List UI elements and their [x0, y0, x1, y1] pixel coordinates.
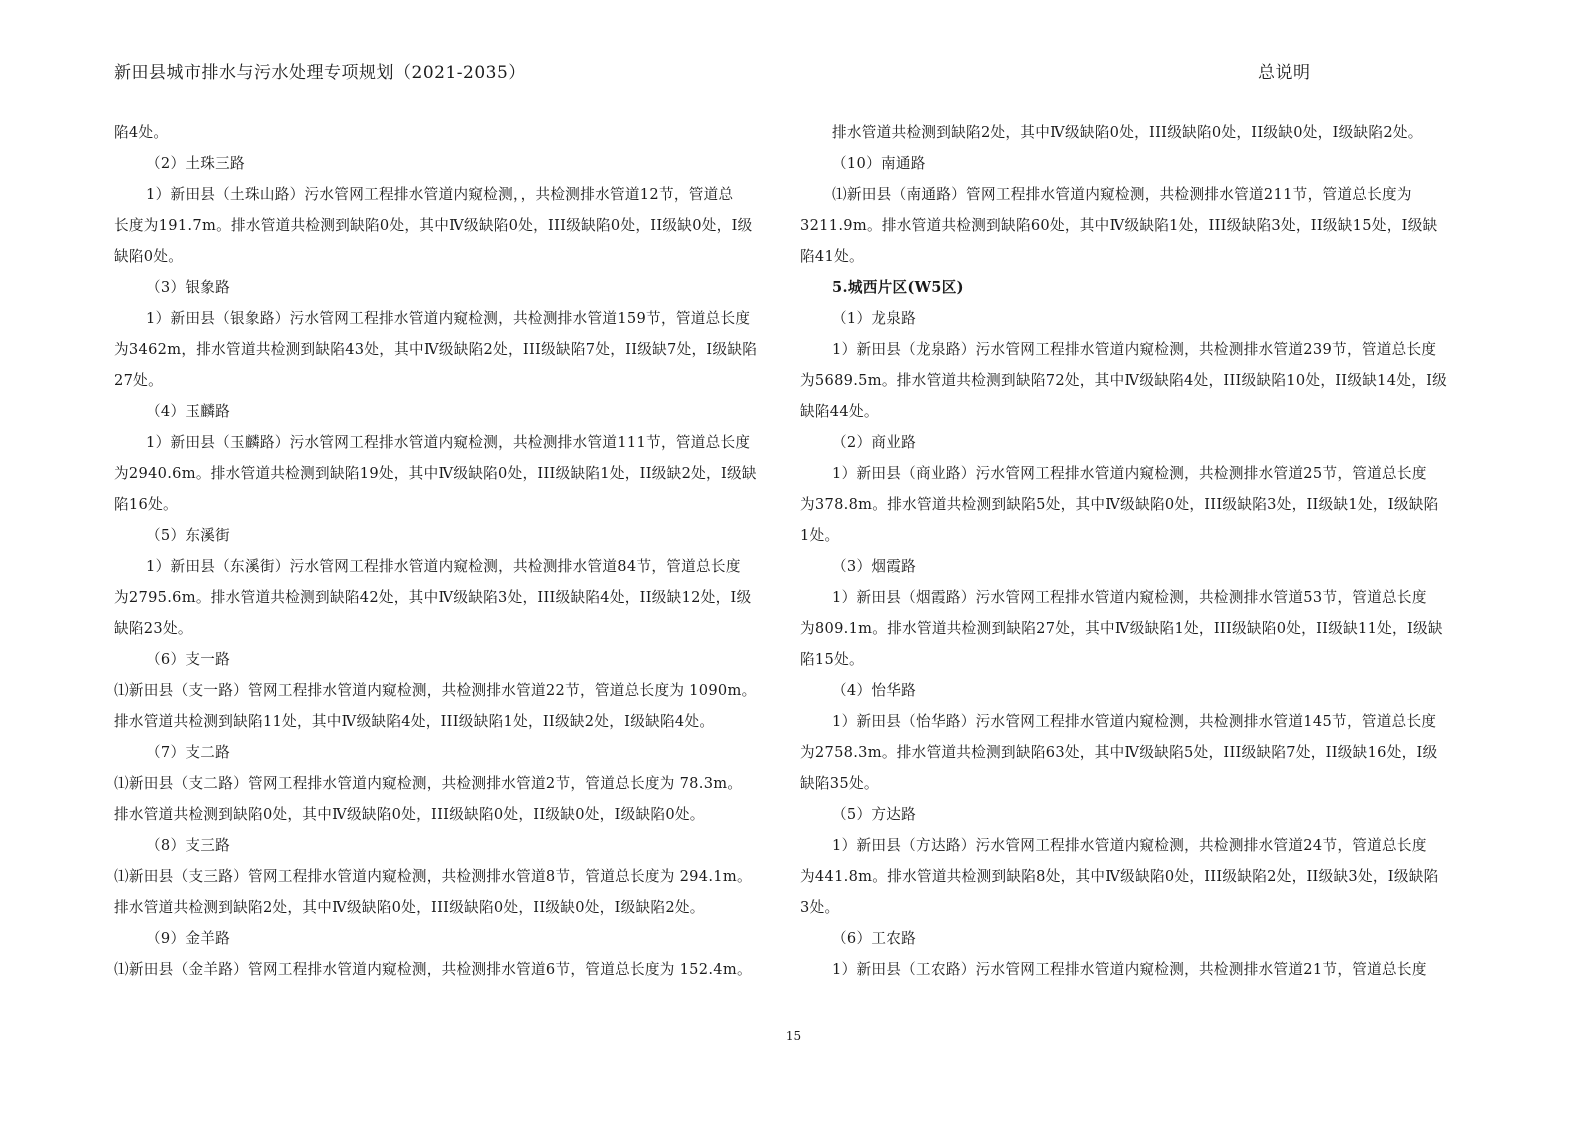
text-line: 为441.8m。排水管道共检测到缺陷8处，其中Ⅳ级缺陷0处，III级缺陷2处，II级缺3处，Ⅰ级缺陷	[800, 868, 1439, 885]
text-line: 缺陷35处。	[800, 775, 879, 792]
text-line: 为5689.5m。排水管道共检测到缺陷72处，其中Ⅳ级缺陷4处，III级缺陷10处，II级缺14处，Ⅰ级	[800, 372, 1448, 389]
subsection-heading: （6）工农路	[832, 930, 917, 947]
subsection-heading: （7）支二路	[146, 744, 231, 761]
text-line: 1处。	[800, 527, 840, 544]
text-line: 陷16处。	[114, 496, 178, 513]
text-line: 为2940.6m。排水管道共检测到缺陷19处，其中Ⅳ级缺陷0处，III级缺陷1处，II级缺2处，Ⅰ级缺	[114, 465, 757, 482]
text-line: ⑴新田县（南通路）管网工程排水管道内窥检测，共检测排水管道211节，管道总长度为	[832, 186, 1412, 203]
text-line: 1）新田县（怡华路）污水管网工程排水管道内窥检测，共检测排水管道145节，管道总长度	[832, 713, 1437, 730]
text-line: 1）新田县（玉麟路）污水管网工程排水管道内窥检测，共检测排水管道111节，管道总长度	[146, 434, 751, 451]
text-line: 排水管道共检测到缺陷11处，其中Ⅳ级缺陷4处，III级缺陷1处，II级缺2处，Ⅰ级缺陷4处。	[114, 713, 715, 730]
text-line: ⑴新田县（支三路）管网工程排水管道内窥检测，共检测排水管道8节，管道总长度为 294.1m。	[114, 868, 752, 885]
subsection-heading: （9）金羊路	[146, 930, 231, 947]
text-line: 1）新田县（方达路）污水管网工程排水管道内窥检测，共检测排水管道24节，管道总长度	[832, 837, 1427, 854]
subsection-heading: （10）南通路	[832, 155, 926, 172]
text-line: 排水管道共检测到缺陷2处，其中Ⅳ级缺陷0处，III级缺陷0处，II级缺0处，Ⅰ级缺陷2处。	[114, 899, 705, 916]
section-heading: 5.城西片区(W5区)	[832, 279, 964, 296]
text-line: 排水管道共检测到缺陷0处，其中Ⅳ级缺陷0处，III级缺陷0处，II级缺0处，Ⅰ级缺陷0处。	[114, 806, 705, 823]
document-title: 新田县城市排水与污水处理专项规划（2021-2035）	[114, 63, 526, 83]
right-column	[800, 117, 1466, 985]
text-line: 陷41处。	[800, 248, 864, 265]
subsection-heading: （5）东溪街	[146, 527, 231, 544]
text-line: ⑴新田县（金羊路）管网工程排水管道内窥检测，共检测排水管道6节，管道总长度为 152.4m。	[114, 961, 752, 978]
text-line: 1）新田县（烟霞路）污水管网工程排水管道内窥检测，共检测排水管道53节，管道总长度	[832, 589, 1427, 606]
subsection-heading: （1）龙泉路	[832, 310, 917, 327]
section-title: 总说明	[1258, 63, 1311, 83]
text-line: 陷15处。	[800, 651, 864, 668]
text-line: 3211.9m。排水管道共检测到缺陷60处，其中Ⅳ级缺陷1处，III级缺陷3处，II级缺15处，Ⅰ级缺	[800, 217, 1438, 234]
text-line: ⑴新田县（支二路）管网工程排水管道内窥检测，共检测排水管道2节，管道总长度为 78.3m。	[114, 775, 743, 792]
subsection-heading: （3）烟霞路	[832, 558, 917, 575]
text-line: 为378.8m。排水管道共检测到缺陷5处，其中Ⅳ级缺陷0处，III级缺陷3处，II级缺1处，Ⅰ级缺陷	[800, 496, 1439, 513]
subsection-heading: （2）土珠三路	[146, 155, 245, 172]
text-line: 缺陷23处。	[114, 620, 193, 637]
subsection-heading: （8）支三路	[146, 837, 231, 854]
subsection-heading: （3）银象路	[146, 279, 231, 296]
left-column	[114, 117, 780, 985]
page-number: 15	[785, 1029, 802, 1043]
text-line: ⑴新田县（支一路）管网工程排水管道内窥检测，共检测排水管道22节，管道总长度为 1090m。	[114, 682, 757, 699]
text-line: 1）新田县（银象路）污水管网工程排水管道内窥检测，共检测排水管道159节，管道总长度	[146, 310, 751, 327]
text-line: 为809.1m。排水管道共检测到缺陷27处，其中Ⅳ级缺陷1处，III级缺陷0处，II级缺11处，Ⅰ级缺	[800, 620, 1443, 637]
subsection-heading: （5）方达路	[832, 806, 917, 823]
text-line: 1）新田县（东溪街）污水管网工程排水管道内窥检测，共检测排水管道84节，管道总长度	[146, 558, 741, 575]
text-line: 陷4处。	[114, 124, 169, 141]
text-line: 1）新田县（龙泉路）污水管网工程排水管道内窥检测，共检测排水管道239节，管道总长度	[832, 341, 1437, 358]
text-line: 缺陷44处。	[800, 403, 879, 420]
text-line: 长度为191.7m。排水管道共检测到缺陷0处，其中Ⅳ级缺陷0处，III级缺陷0处，II级缺0处，Ⅰ级	[114, 217, 753, 234]
text-line: 为3462m，排水管道共检测到缺陷43处，其中Ⅳ级缺陷2处，III级缺陷7处，II级缺7处，Ⅰ级缺陷	[114, 341, 758, 358]
text-line: 缺陷0处。	[114, 248, 184, 265]
text-line: 3处。	[800, 899, 840, 916]
text-line: 为2758.3m。排水管道共检测到缺陷63处，其中Ⅳ级缺陷5处，III级缺陷7处，II级缺16处，Ⅰ级	[800, 744, 1438, 761]
subsection-heading: （6）支一路	[146, 651, 231, 668]
text-line: 27处。	[114, 372, 163, 389]
text-line: 1）新田县（工农路）污水管网工程排水管道内窥检测，共检测排水管道21节，管道总长度	[832, 961, 1427, 978]
text-line: 1）新田县（商业路）污水管网工程排水管道内窥检测，共检测排水管道25节，管道总长度	[832, 465, 1427, 482]
text-line: 1）新田县（土珠山路）污水管网工程排水管道内窥检测，，共检测排水管道12节，管道总	[146, 186, 734, 203]
text-line: 为2795.6m。排水管道共检测到缺陷42处，其中Ⅳ级缺陷3处，III级缺陷4处，II级缺12处，Ⅰ级	[114, 589, 752, 606]
subsection-heading: （4）怡华路	[832, 682, 917, 699]
subsection-heading: （2）商业路	[832, 434, 917, 451]
text-line: 排水管道共检测到缺陷2处，其中Ⅳ级缺陷0处，III级缺陷0处，II级缺0处，Ⅰ级缺陷2处。	[832, 124, 1423, 141]
subsection-heading: （4）玉麟路	[146, 403, 231, 420]
